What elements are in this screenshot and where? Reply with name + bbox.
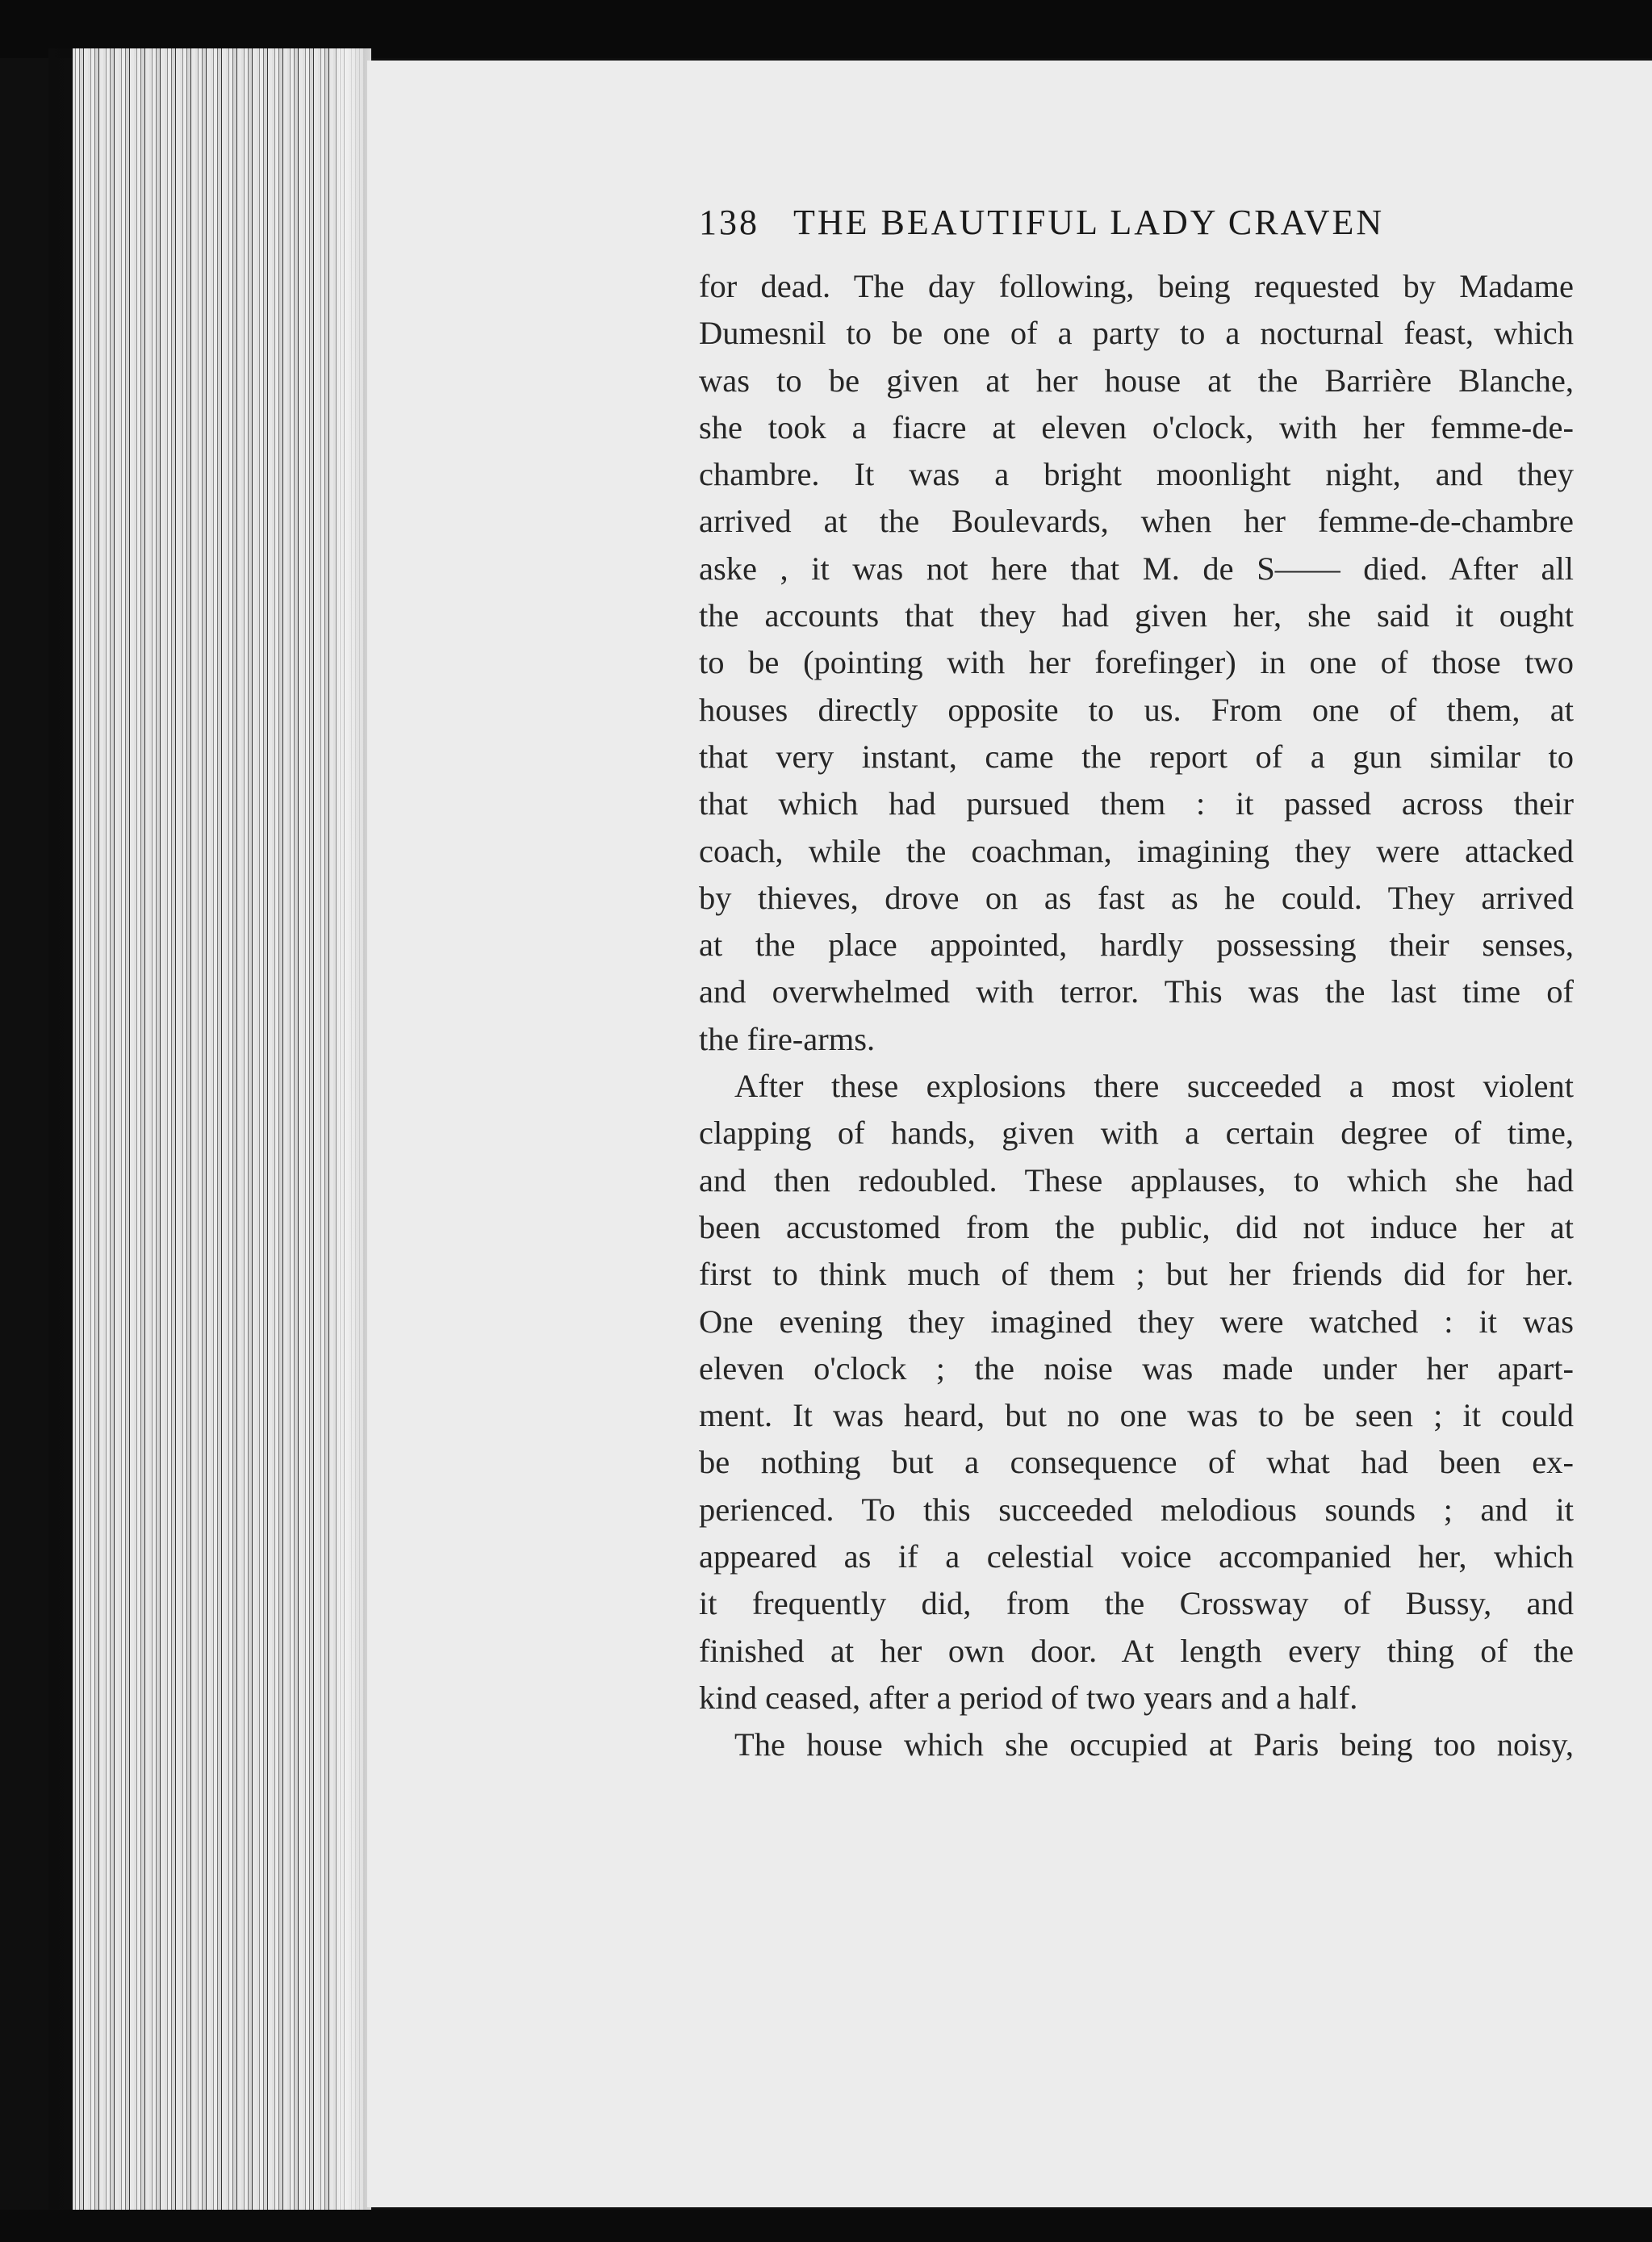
text-line: was to be given at her house at the Barrière Blanche, xyxy=(699,362,1574,399)
text-line: and overwhelmed with terror. This was the last time of xyxy=(699,973,1574,1010)
paragraph-3 xyxy=(699,1721,1574,1768)
text-line: houses directly opposite to us. From one of them, at xyxy=(699,691,1574,728)
page-text xyxy=(699,202,1574,1769)
text-line: kind ceased, after a period of two years and a half. xyxy=(699,1679,1358,1716)
text-line: coach, while the coachman, imagining they were attacked xyxy=(699,832,1574,869)
text-line: and then redoubled. These applauses, to which she had xyxy=(699,1161,1574,1198)
text-line: first to think much of them ; but her friends did for her. xyxy=(699,1256,1574,1293)
book-gutter xyxy=(339,48,371,2211)
text-line: been accustomed from the public, did not induce her at xyxy=(699,1208,1574,1245)
paragraph-1 xyxy=(699,263,1574,1063)
text-line: The house which she occupied at Paris being too noisy, xyxy=(734,1726,1574,1763)
text-line: for dead. The day following, being requested by Madame xyxy=(699,268,1574,304)
text-line: to be (pointing with her forefinger) in one of those two xyxy=(699,644,1574,681)
text-line: arrived at the Boulevards, when her femme-de-chambre xyxy=(699,503,1574,540)
text-line: by thieves, drove on as fast as he could. They arrived xyxy=(699,879,1574,916)
page-number: 138 xyxy=(699,203,759,242)
paragraph-2 xyxy=(699,1063,1574,1721)
scan-bottom-border xyxy=(0,2210,1652,2242)
text-line: be nothing but a consequence of what had been ex- xyxy=(699,1444,1574,1481)
text-line: finished at her own door. At length every thing of the xyxy=(699,1632,1574,1669)
text-line: One evening they imagined they were watched : it was xyxy=(699,1303,1574,1340)
text-line: that which had pursued them : it passed across their xyxy=(699,785,1574,822)
text-line: eleven o'clock ; the noise was made under her apart- xyxy=(699,1349,1574,1387)
text-line: clapping of hands, given with a certain degree of time, xyxy=(699,1115,1574,1152)
text-line: Dumesnil to be one of a party to a nocturnal feast, which xyxy=(699,315,1574,352)
text-line: chambre. It was a bright moonlight night, and they xyxy=(699,456,1574,493)
running-head xyxy=(699,202,1574,250)
text-line: at the place appointed, hardly possessing their senses, xyxy=(699,926,1574,964)
text-line: she took a fiacre at eleven o'clock, with her femme-de- xyxy=(699,408,1574,445)
text-line: it frequently did, from the Crossway of Bussy, and xyxy=(699,1585,1574,1622)
text-line: After these explosions there succeeded a most violent xyxy=(734,1068,1574,1105)
text-line: the accounts that they had given her, she said it ought xyxy=(699,597,1574,634)
running-title: THE BEAUTIFUL LADY CRAVEN xyxy=(793,203,1385,242)
text-line: aske , it was not here that M. de S—— died. After all xyxy=(699,550,1574,587)
text-line: the fire-arms. xyxy=(699,1020,876,1057)
text-line: perienced. To this succeeded melodious sounds ; and it xyxy=(699,1491,1574,1528)
text-line: that very instant, came the report of a gun similar to xyxy=(699,738,1574,775)
book-page-edges xyxy=(73,48,363,2211)
text-line: appeared as if a celestial voice accompanied her, which xyxy=(699,1538,1574,1575)
text-line: ment. It was heard, but no one was to be seen ; it could xyxy=(699,1397,1574,1434)
